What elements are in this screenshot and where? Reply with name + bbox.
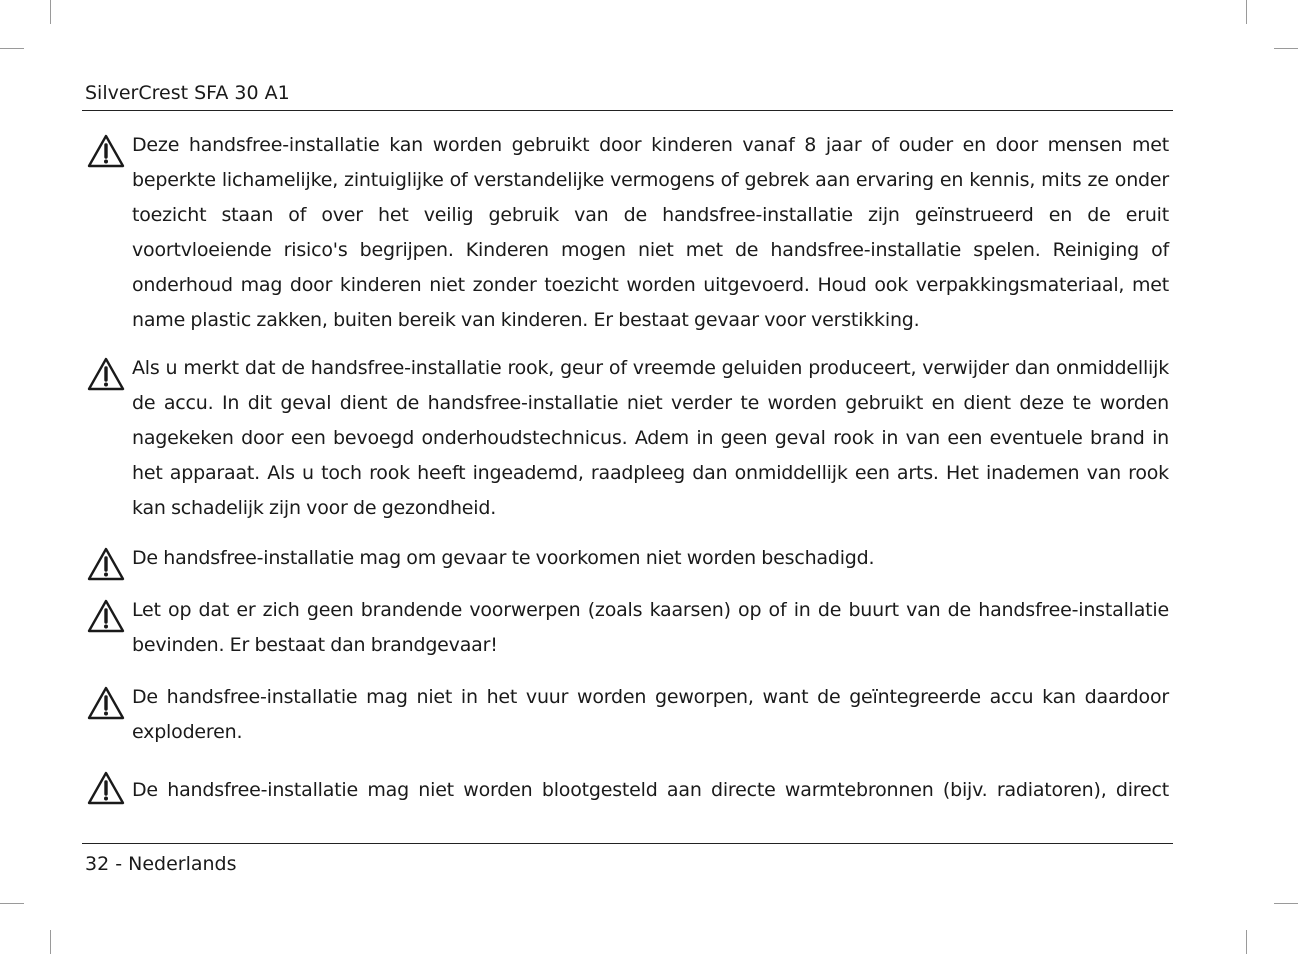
crop-mark	[0, 903, 24, 904]
warning-icon	[86, 598, 126, 634]
crop-mark	[50, 0, 51, 24]
crop-mark	[0, 48, 24, 49]
warning-item	[86, 128, 1169, 338]
warning-text: De handsfree-installatie mag niet in het vuur worden geworpen, want de geïntegreerde accu kan daardoor exploderen.	[132, 686, 1169, 743]
warning-text: Let op dat er zich geen brandende voorwerpen (zoals kaarsen) op of in de buurt van de handsfree-installatie bevinden. Er bestaat dan brandgevaar!	[132, 599, 1169, 656]
warnings-list	[86, 128, 1169, 808]
footer-rule	[82, 843, 1173, 844]
warning-item	[86, 593, 1169, 663]
crop-mark	[1274, 48, 1298, 49]
page-header-title: SilverCrest SFA 30 A1	[85, 82, 290, 104]
page-footer: 32 - Nederlands	[85, 853, 237, 875]
header-rule	[82, 110, 1173, 111]
warning-icon	[86, 685, 126, 721]
crop-mark	[1246, 930, 1247, 954]
crop-mark	[1246, 0, 1247, 24]
warning-text: De handsfree-installatie mag niet worden blootgesteld aan directe warmtebronnen (bijv. radiatoren), direct	[132, 779, 1169, 801]
warning-icon	[86, 546, 126, 582]
crop-mark	[1274, 903, 1298, 904]
warning-icon	[86, 770, 126, 806]
warning-icon	[86, 356, 126, 392]
warning-text: Als u merkt dat de handsfree-installatie rook, geur of vreemde geluiden produceert, verwijder dan onmiddellijk de accu. In dit geval dient de handsfree-installatie niet verder te worden gebruikt en dient deze te worden nagekeken door een bevoegd onderhoudstechnicus. Adem in geen geval rook in van een eventuele brand in het apparaat. Als u toch rook heeft ingeademd, raadpleeg dan onmiddellijk een arts. Het inademen van rook kan schadelijk zijn voor de gezondheid.	[132, 357, 1169, 519]
warning-item	[86, 773, 1169, 808]
warning-item	[86, 680, 1169, 750]
crop-mark	[50, 930, 51, 954]
warning-text: De handsfree-installatie mag om gevaar te voorkomen niet worden beschadigd.	[132, 547, 875, 569]
warning-item	[86, 351, 1169, 526]
warning-item	[86, 541, 1169, 576]
warning-icon	[86, 133, 126, 169]
warning-text: Deze handsfree-installatie kan worden gebruikt door kinderen vanaf 8 jaar of ouder en door mensen met beperkte lichamelijke, zintuiglijke of verstandelijke vermogens of gebrek aan ervaring en kennis, mits ze onder toezicht staan of over het veilig gebruik van de handsfree-installatie zijn geïnstrueerd en de eruit voortvloeiende risico's begrijpen. Kinderen mogen niet met de handsfree-installatie spelen. Reiniging of onderhoud mag door kinderen niet zonder toezicht worden uitgevoerd. Houd ook verpakkingsmateriaal, met name plastic zakken, buiten bereik van kinderen. Er bestaat gevaar voor verstikking.	[132, 134, 1169, 331]
